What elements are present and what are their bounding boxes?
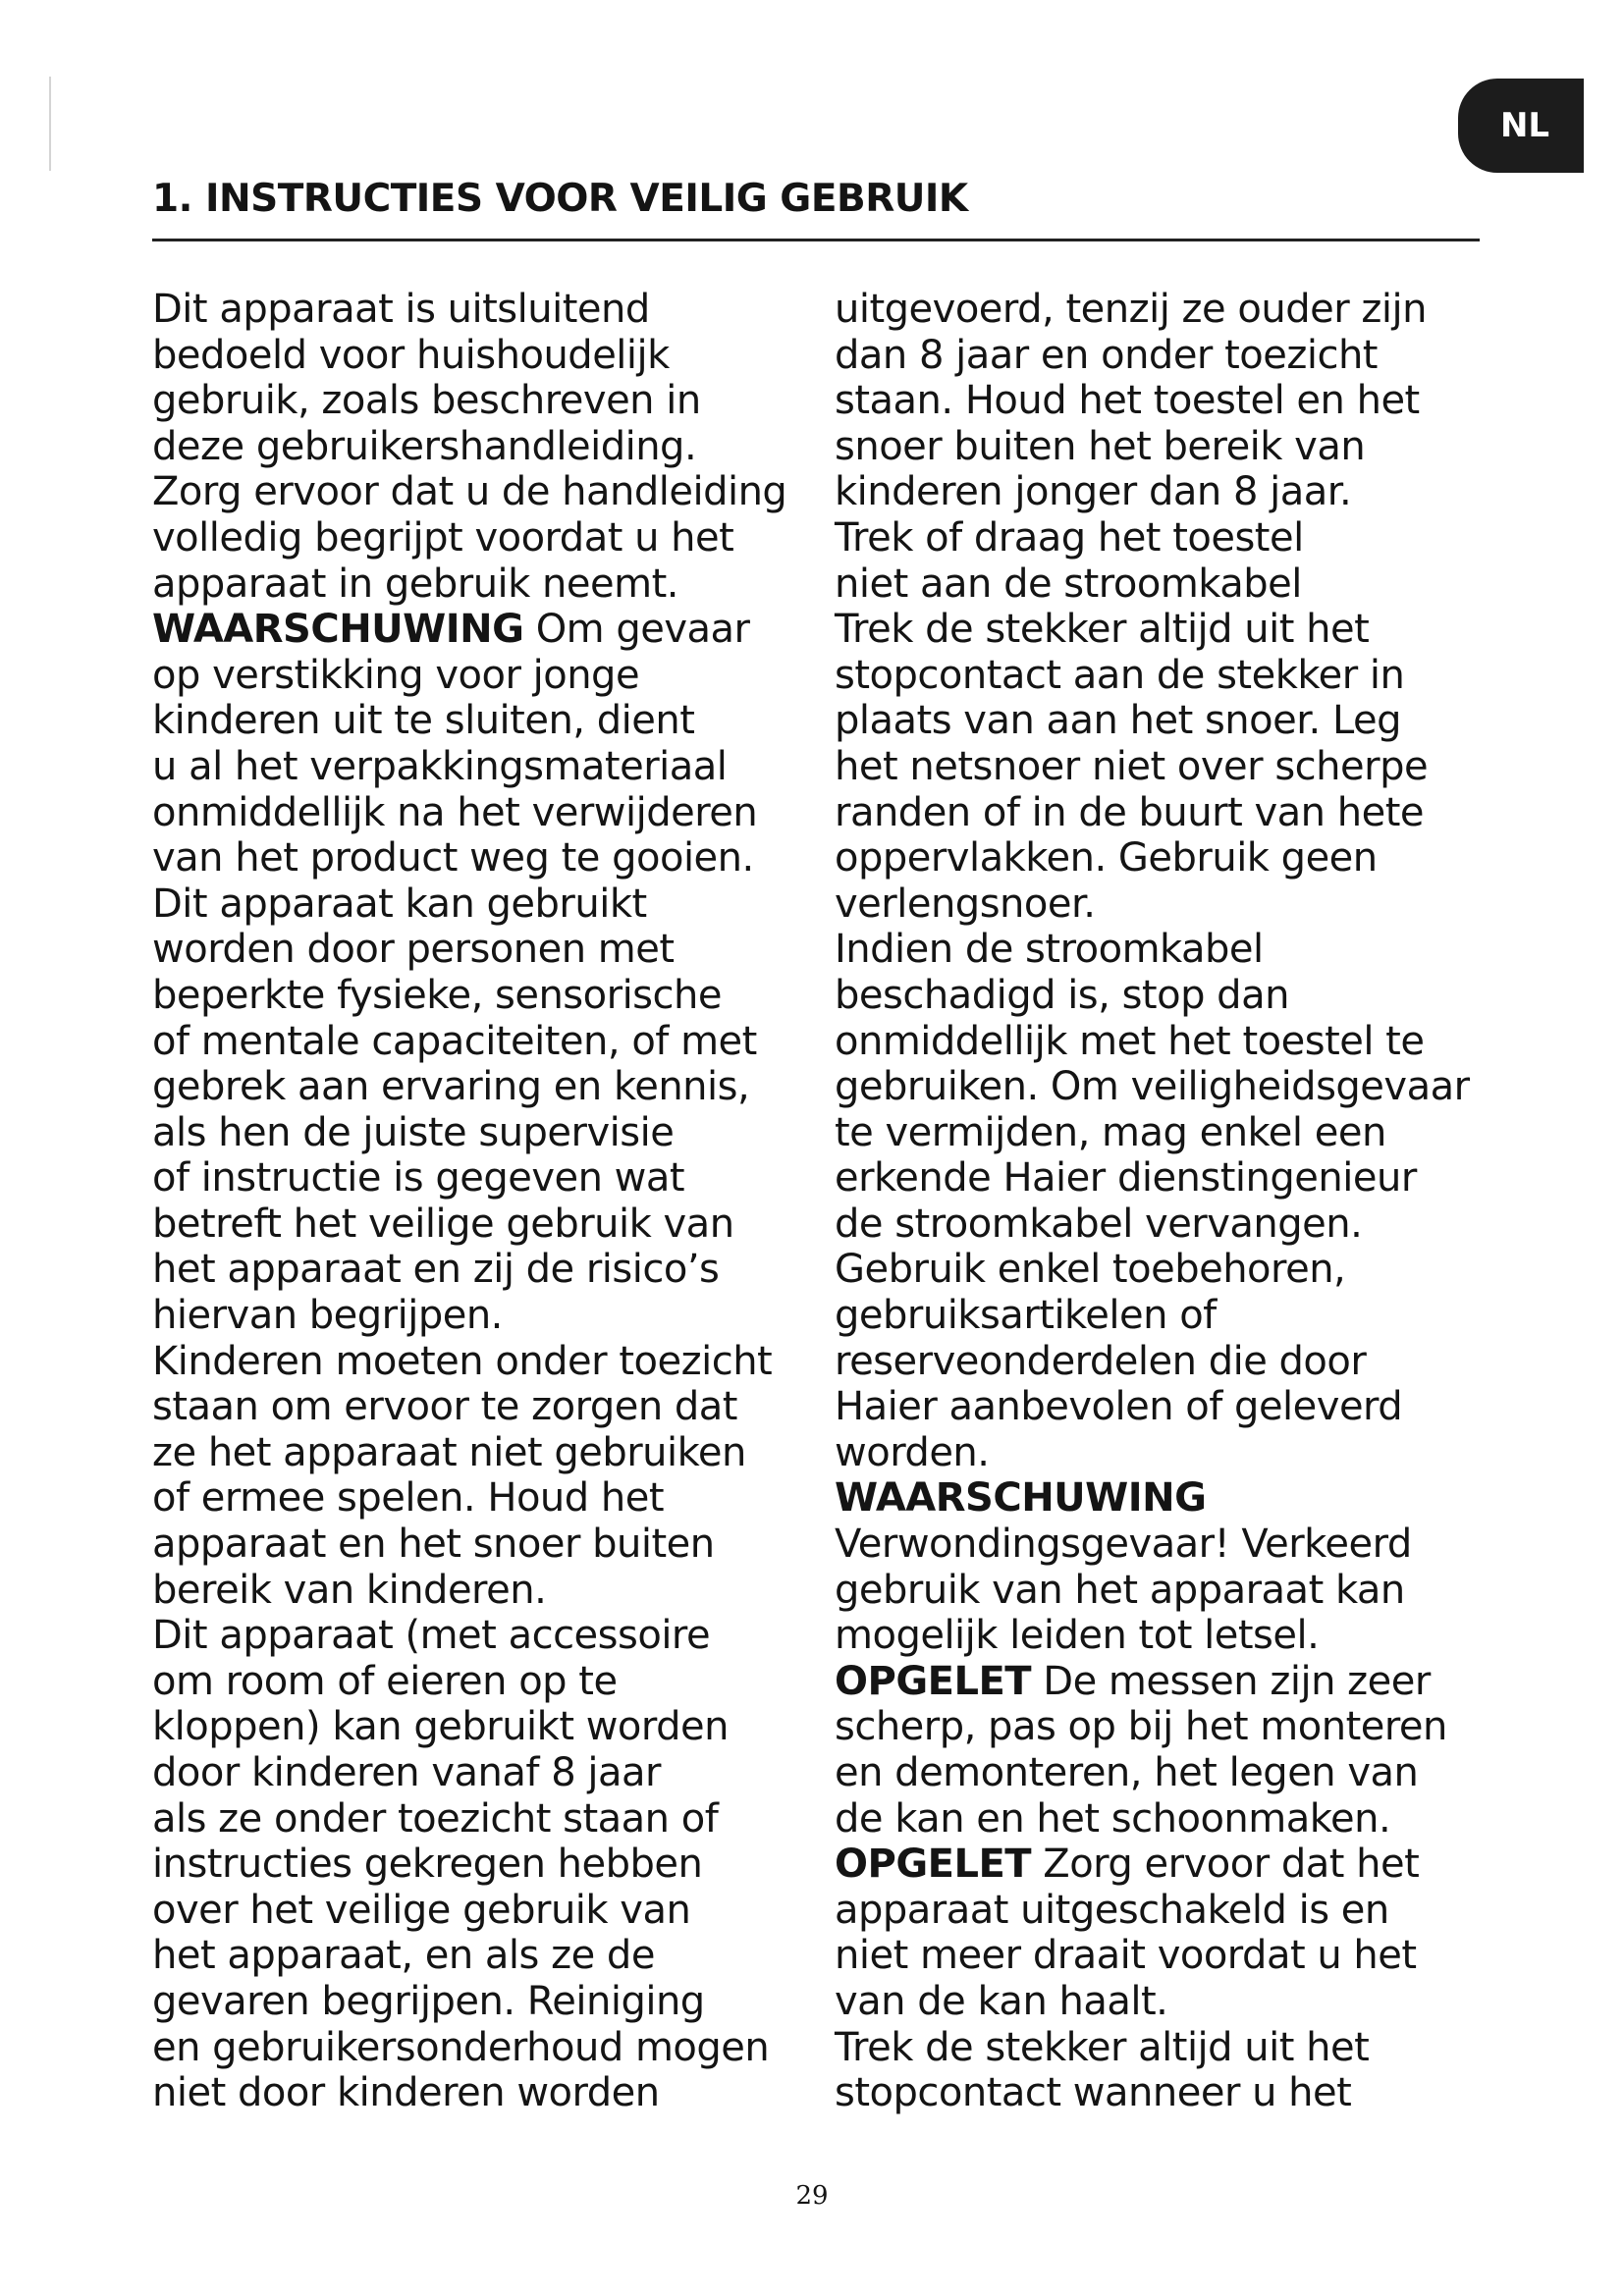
- line-text: onmiddellijk met het toestel te: [835, 1018, 1425, 1064]
- text-line: [152, 469, 839, 515]
- text-line: [835, 1430, 1522, 1476]
- text-line: [152, 333, 839, 379]
- line-text: gebruik van het apparaat kan: [835, 1567, 1405, 1613]
- text-line: [835, 424, 1522, 470]
- text-line: [835, 1796, 1522, 1842]
- line-text: en demonteren, het legen van: [835, 1750, 1419, 1795]
- line-text: oppervlakken. Gebruik geen: [835, 835, 1378, 881]
- text-line: [835, 1888, 1522, 1934]
- text-line: [152, 424, 839, 470]
- line-text: dan 8 jaar en onder toezicht: [835, 332, 1378, 378]
- text-line: [835, 515, 1522, 561]
- line-text: en gebruikersonderhoud mogen: [152, 2024, 770, 2070]
- line-text: Kinderen moeten onder toezicht: [152, 1338, 773, 1384]
- text-line: [152, 1888, 839, 1934]
- line-text: te vermijden, mag enkel een: [835, 1109, 1386, 1155]
- text-line: [835, 744, 1522, 790]
- text-line: [152, 1475, 839, 1522]
- line-text: randen of in de buurt van hete: [835, 789, 1424, 835]
- line-text: over het veilige gebruik van: [152, 1887, 691, 1933]
- line-text: hiervan begrijpen.: [152, 1293, 503, 1339]
- line-text: Om gevaar: [523, 607, 750, 653]
- text-line: [152, 1933, 839, 1979]
- line-text: door kinderen vanaf 8 jaar: [152, 1750, 661, 1795]
- text-line: [835, 1247, 1522, 1293]
- text-line: [835, 378, 1522, 424]
- title-divider: [152, 239, 1480, 241]
- line-text: Verwondingsgevaar! Verkeerd: [835, 1522, 1412, 1568]
- text-line: [152, 1247, 839, 1293]
- line-text: Trek de stekker altijd uit het: [835, 607, 1370, 653]
- line-text: of ermee spelen. Houd het: [152, 1475, 665, 1522]
- text-line: [835, 1201, 1522, 1248]
- text-line: [152, 973, 839, 1019]
- line-text: het netsnoer niet over scherpe: [835, 743, 1429, 789]
- line-text: niet meer draait voordat u het: [835, 1933, 1417, 1979]
- section-title: 1. INSTRUCTIES VOOR VEILIG GEBRUIK: [152, 177, 968, 221]
- text-line: [835, 1155, 1522, 1201]
- line-text: staan om ervoor te zorgen dat: [152, 1384, 737, 1430]
- text-line: [835, 469, 1522, 515]
- line-text: kloppen) kan gebruikt worden: [152, 1704, 729, 1750]
- text-line: [835, 1339, 1522, 1385]
- line-text: volledig begrijpt voordat u het: [152, 514, 734, 561]
- text-line: [835, 1019, 1522, 1065]
- line-text: beperkte fysieke, sensorische: [152, 972, 722, 1018]
- line-text: gevaren begrijpen. Reiniging: [152, 1978, 705, 2024]
- line-text: Zorg ervoor dat het: [1031, 1842, 1420, 1888]
- line-text: niet aan de stroomkabel: [835, 561, 1302, 607]
- text-line: [835, 1064, 1522, 1110]
- text-line: [152, 2070, 839, 2116]
- line-text: om room of eieren op te: [152, 1658, 618, 1704]
- text-line: [835, 1979, 1522, 2025]
- text-column-right: [835, 287, 1522, 2116]
- line-text: snoer buiten het bereik van: [835, 423, 1366, 469]
- line-text: bereik van kinderen.: [152, 1567, 547, 1613]
- text-line: [835, 1842, 1522, 1888]
- text-line: [835, 1568, 1522, 1614]
- line-text: staan. Houd het toestel en het: [835, 378, 1420, 424]
- text-line: [152, 1064, 839, 1110]
- text-line: [152, 698, 839, 744]
- text-line: [152, 1704, 839, 1750]
- line-text: bedoeld voor huishoudelijk: [152, 332, 670, 378]
- text-line: [835, 653, 1522, 699]
- line-text: of mentale capaciteiten, of met: [152, 1018, 757, 1064]
- text-line: [152, 1019, 839, 1065]
- text-line: [835, 973, 1522, 1019]
- text-line: [152, 1842, 839, 1888]
- line-text: apparaat en het snoer buiten: [152, 1522, 715, 1568]
- text-line: [835, 698, 1522, 744]
- line-text: verlengsnoer.: [835, 881, 1096, 927]
- line-text: Trek of draag het toestel: [835, 514, 1304, 561]
- language-tab: NL: [1458, 79, 1584, 173]
- text-line: [152, 927, 839, 973]
- line-text: apparaat in gebruik neemt.: [152, 561, 678, 607]
- line-text: betreft het veilige gebruik van: [152, 1201, 734, 1247]
- line-text: scherp, pas op bij het monteren: [835, 1704, 1447, 1750]
- text-line: [152, 1796, 839, 1842]
- line-text: de kan en het schoonmaken.: [835, 1795, 1391, 1842]
- text-line: [152, 1568, 839, 1614]
- text-line: [152, 1659, 839, 1705]
- text-line: [835, 927, 1522, 973]
- line-text: van de kan haalt.: [835, 1978, 1168, 2024]
- line-text: als ze onder toezicht staan of: [152, 1795, 719, 1842]
- text-line: [152, 1155, 839, 1201]
- text-line: [152, 515, 839, 561]
- line-text: Gebruik enkel toebehoren,: [835, 1247, 1346, 1293]
- warning-label: OPGELET: [835, 1658, 1032, 1704]
- line-text: kinderen uit te sluiten, dient: [152, 698, 695, 744]
- text-line: [152, 561, 839, 608]
- text-line: [152, 790, 839, 836]
- text-line: [835, 1933, 1522, 1979]
- text-line: [835, 1613, 1522, 1659]
- line-text: reserveonderdelen die door: [835, 1338, 1367, 1384]
- line-text: apparaat uitgeschakeld is en: [835, 1887, 1389, 1933]
- line-text: gebrek aan ervaring en kennis,: [152, 1064, 750, 1110]
- line-text: gebruiksartikelen of: [835, 1293, 1217, 1339]
- text-line: [835, 1384, 1522, 1430]
- line-text: Dit apparaat is uitsluitend: [152, 287, 650, 332]
- line-text: plaats van aan het snoer. Leg: [835, 698, 1402, 744]
- warning-label: OPGELET: [835, 1842, 1032, 1888]
- text-line: [835, 2025, 1522, 2071]
- line-text: De messen zijn zeer: [1031, 1658, 1431, 1704]
- text-line: [152, 653, 839, 699]
- line-text: instructies gekregen hebben: [152, 1842, 703, 1888]
- line-text: kinderen jonger dan 8 jaar.: [835, 469, 1352, 515]
- text-line: [835, 790, 1522, 836]
- line-text: uitgevoerd, tenzij ze ouder zijn: [835, 287, 1427, 332]
- text-line: [835, 287, 1522, 333]
- text-line: [152, 1384, 839, 1430]
- text-line: [835, 881, 1522, 928]
- text-column-left: [152, 287, 839, 2116]
- line-text: mogelijk leiden tot letsel.: [835, 1613, 1320, 1659]
- line-text: ze het apparaat niet gebruiken: [152, 1429, 746, 1475]
- line-text: op verstikking voor jonge: [152, 652, 640, 698]
- text-line: [152, 1613, 839, 1659]
- warning-label: WAARSCHUWING: [152, 607, 524, 653]
- text-line: [152, 1522, 839, 1568]
- line-text: worden.: [835, 1429, 990, 1475]
- text-line: [152, 607, 839, 653]
- line-text: Haier aanbevolen of geleverd: [835, 1384, 1403, 1430]
- line-text: niet door kinderen worden: [152, 2070, 660, 2116]
- text-line: [835, 1659, 1522, 1705]
- text-line: [835, 1522, 1522, 1568]
- line-text: gebruik, zoals beschreven in: [152, 378, 701, 424]
- line-text: onmiddellijk na het verwijderen: [152, 789, 758, 835]
- line-text: of instructie is gegeven wat: [152, 1155, 685, 1201]
- line-text: erkende Haier dienstingenieur: [835, 1155, 1417, 1201]
- text-line: [835, 1110, 1522, 1156]
- line-text: als hen de juiste supervisie: [152, 1109, 675, 1155]
- line-text: u al het verpakkingsmateriaal: [152, 743, 728, 789]
- text-line: [152, 1750, 839, 1796]
- text-line: [152, 1110, 839, 1156]
- text-line: [152, 287, 839, 333]
- line-text: Dit apparaat (met accessoire: [152, 1613, 711, 1659]
- text-line: [835, 2070, 1522, 2116]
- text-line: [152, 881, 839, 928]
- line-text: deze gebruikershandleiding.: [152, 423, 697, 469]
- text-line: [835, 333, 1522, 379]
- line-text: gebruiken. Om veiligheidsgevaar: [835, 1064, 1470, 1110]
- warning-label: WAARSCHUWING: [835, 1475, 1207, 1522]
- line-text: stopcontact aan de stekker in: [835, 652, 1405, 698]
- text-line: [835, 1475, 1522, 1522]
- text-line: [152, 835, 839, 881]
- text-line: [835, 1750, 1522, 1796]
- text-line: [152, 1979, 839, 2025]
- margin-marker-line: [49, 77, 51, 171]
- text-line: [152, 1430, 839, 1476]
- text-line: [152, 744, 839, 790]
- text-line: [835, 561, 1522, 608]
- line-text: Dit apparaat kan gebruikt: [152, 881, 647, 927]
- text-line: [152, 1293, 839, 1339]
- text-line: [835, 1704, 1522, 1750]
- line-text: het apparaat en zij de risico’s: [152, 1247, 720, 1293]
- text-line: [835, 1293, 1522, 1339]
- text-line: [152, 1339, 839, 1385]
- line-text: Indien de stroomkabel: [835, 927, 1264, 973]
- line-text: worden door personen met: [152, 927, 675, 973]
- text-line: [835, 607, 1522, 653]
- page-number: 29: [795, 2181, 829, 2211]
- line-text: beschadigd is, stop dan: [835, 972, 1289, 1018]
- line-text: Zorg ervoor dat u de handleiding: [152, 469, 787, 515]
- line-text: van het product weg te gooien.: [152, 835, 754, 881]
- text-line: [152, 2025, 839, 2071]
- line-text: Trek de stekker altijd uit het: [835, 2024, 1370, 2070]
- line-text: stopcontact wanneer u het: [835, 2070, 1352, 2116]
- line-text: de stroomkabel vervangen.: [835, 1201, 1363, 1247]
- text-line: [835, 835, 1522, 881]
- text-line: [152, 1201, 839, 1248]
- line-text: het apparaat, en als ze de: [152, 1933, 655, 1979]
- text-line: [152, 378, 839, 424]
